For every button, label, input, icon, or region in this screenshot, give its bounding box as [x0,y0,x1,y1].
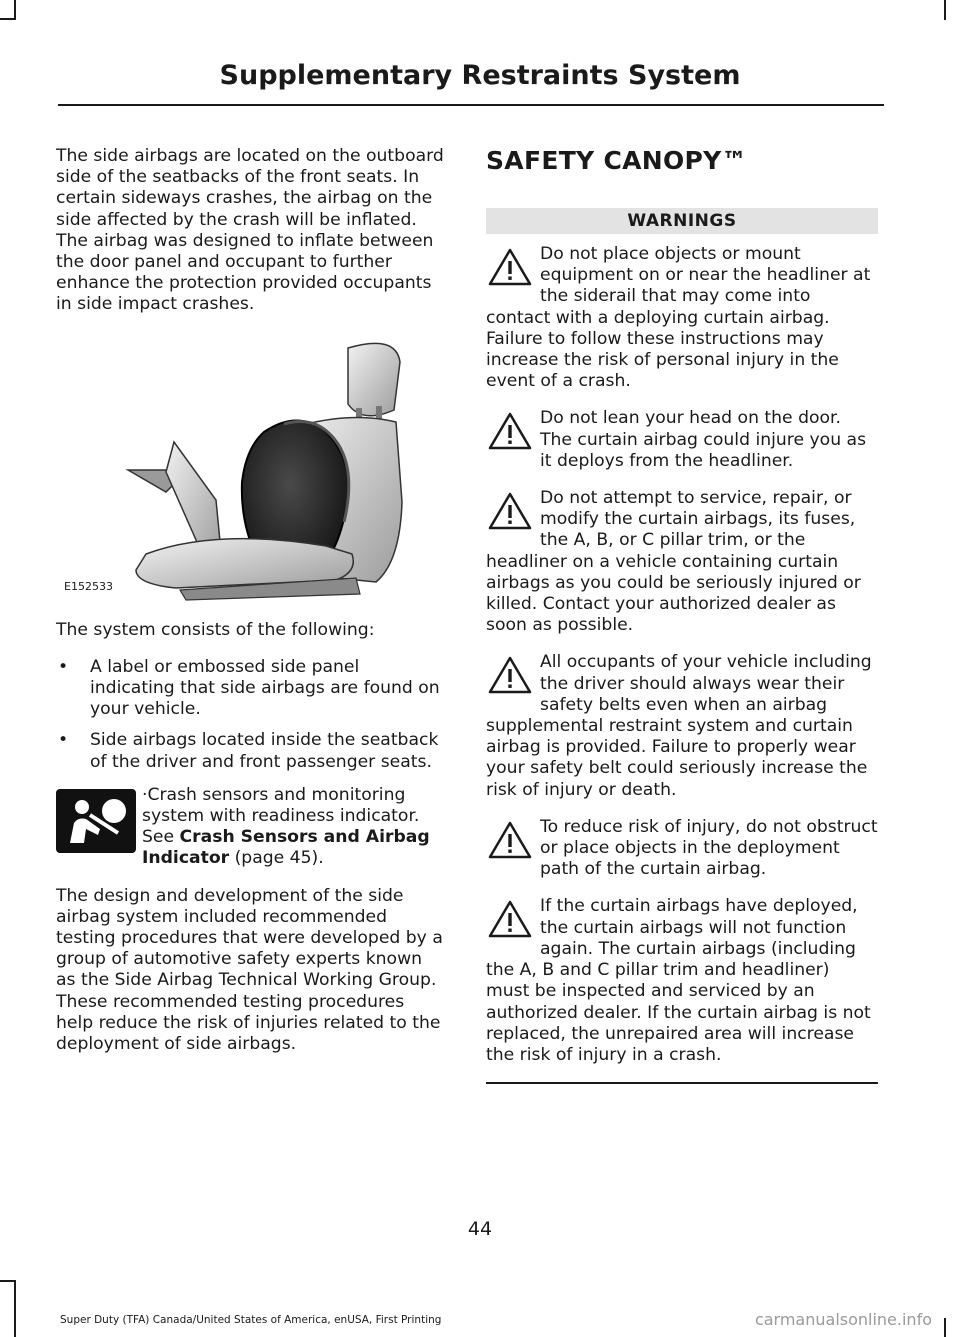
crop-mark-top-left-h [0,18,16,20]
warning-item [486,817,878,881]
crash-sensors-text: ·Crash sensors and monitoring system with readiness indicator. See [142,784,420,848]
system-consists-intro: The system consists of the following: [56,619,375,640]
warning-triangle-icon [486,490,534,532]
warning-triangle-icon [486,898,534,940]
page-header-title: Supplementary Restraints System [219,60,741,91]
crash-sensors-link[interactable]: Crash Sensors and Airbag Indicator [142,827,430,869]
crop-mark-top-right-v [944,0,946,20]
list-item-text: Side airbags located inside the seatback of the driver and front passenger seats. [90,730,439,772]
warning-triangle-icon [486,819,534,861]
airbag-indicator-icon [56,789,136,853]
page-number: 44 [467,1218,493,1240]
crop-mark-bottom-right-v [944,1318,946,1337]
bullet-glyph: • [58,730,69,751]
side-airbag-intro: The side airbags are located on the outboard side of the seatbacks of the front seats. In certain sideways crashes, the airbag on the side affected by the crash will be inflated. The airbag was designed to inflate between the door panel and occupant to further enhance the protection provided occupants in side impact crashes. [56,146,444,315]
seat-illustration [56,332,446,602]
crash-sensors-page-ref: (page 45). [229,848,324,869]
warning-text: Do not place objects or mount equipment on or near the headliner at the siderail that may come into contact with a deploying curtain airbag. Failure to follow these instructions may increase the risk of personal injury in the event of a crash. [486,244,871,392]
crop-mark-bottom-left-v [14,1280,16,1337]
warnings-end-rule [486,1082,878,1084]
warning-triangle-icon [486,654,534,696]
warning-item [486,408,878,472]
figure-code: E152533 [64,580,113,594]
section-title: SAFETY CANOPY™ [486,146,747,175]
warning-item [486,244,878,392]
warnings-header: WARNINGS [486,208,878,234]
bullet-glyph: • [58,656,69,677]
warning-text: To reduce risk of injury, do not obstruct or place objects in the deployment path of the curtain airbag. [540,816,878,880]
crop-mark-top-left-v [14,0,16,20]
warning-text: All occupants of your vehicle including the driver should always wear their safety belts even when an airbag supplemental restraint system and curtain airbag is provided. Failure to properly wear your safety belt could seriously increase the risk of injury or death. [486,652,872,800]
warning-triangle-icon [486,410,534,452]
right-column [486,146,878,1084]
warning-item [486,652,878,800]
left-column [56,146,446,1071]
crop-mark-bottom-left-h [0,1280,16,1282]
side-airbag-seat-figure [56,332,446,602]
system-components-list [56,657,446,773]
footer-text: Super Duty (TFA) Canada/United States of America, enUSA, First Printing [60,1314,442,1326]
warning-text: Do not attempt to service, repair, or modify the curtain airbags, its fuses, the A, B, or C pillar trim, or the headliner on a vehicle containing curtain airbags as you could be seriously injured or killed. Contact your authorized dealer as soon as possible. [486,488,861,636]
warning-text: If the curtain airbags have deployed, the curtain airbags will not function again. The curtain airbags (including the A, B and C pillar trim and headliner) must be inspected and serviced by an authorized dealer. If the curtain airbag is not replaced, the unrepaired area will increase the risk of injury in a crash. [486,896,871,1065]
design-development-paragraph: The design and development of the side airbag system included recommended testing procedures that were developed by a group of automotive safety experts known as the Side Airbag Technical Working Group. These recommended testing procedures help reduce the risk of injuries related to the deployment of side airbags. [56,885,443,1055]
header-rule [58,104,884,106]
list-item [56,657,446,721]
warning-item [486,896,878,1066]
list-item-text: A label or embossed side panel indicating that side airbags are found on your vehicle. [90,656,440,720]
crash-sensors-paragraph [56,785,446,870]
warning-triangle-icon [486,246,534,288]
warning-text: Do not lean your head on the door. The curtain airbag could injure you as it deploys from the headliner. [540,408,867,471]
list-item [56,730,446,772]
watermark: carmanualsonline.info [754,1310,932,1329]
warning-item [486,488,878,636]
